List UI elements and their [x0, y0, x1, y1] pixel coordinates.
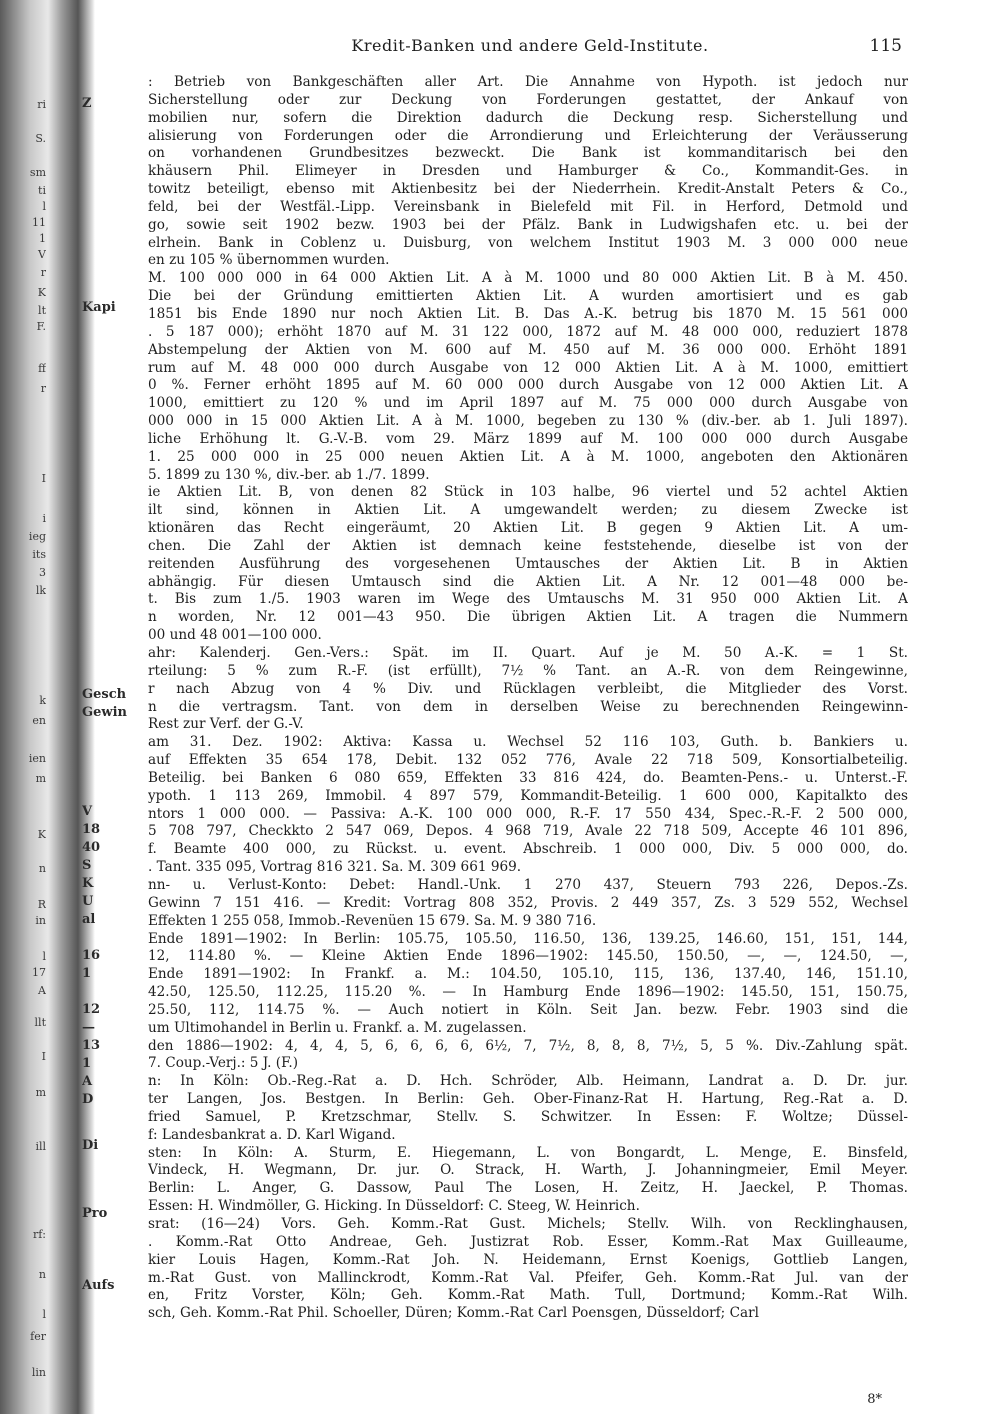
text-line: auf Effekten 35 654 178, Debit. 132 052 776, Avale 22 718 509, Konsortialbeteilig. [148, 752, 908, 769]
gutter-fragment: 18 [82, 822, 101, 837]
margin-fragment: rf: [32, 1228, 46, 1241]
text-line: ntors 1 000 000. — Passiva: A.-K. 100 000 000, R.-F. 17 550 434, Spec.-R.-F. 2 500 000, [148, 805, 908, 822]
text-line: n worden, Nr. 12 001—43 950. Die übrigen Aktien Lit. A tragen die Nummern [148, 609, 908, 626]
text-line: feld, bei der Westfäl.-Lipp. Vereinsbank in Bielefeld mit Fil. in Herford, Detmold und [148, 198, 908, 215]
gutter-fragment: K [82, 876, 94, 891]
margin-fragment: I [41, 1050, 46, 1063]
text-line: sten: In Köln: A. Sturm, E. Hiegemann, L. von Bongardt, L. Menge, E. Binsfeld, [148, 1144, 908, 1161]
text-line: 5 708 797, Checkkto 2 547 069, Depos. 4 968 719, Avale 22 718 509, Accepte 46 101 896, [148, 823, 908, 840]
gutter-fragment: 16 [82, 948, 101, 963]
text-line: en, Fritz Vorster, Köln; Geh. Komm.-Rat Math. Tull, Dortmund; Komm.-Rat Wilh. [148, 1287, 908, 1304]
margin-fragment: ti [38, 184, 46, 197]
text-line: Gewinn 7 151 416. — Kredit: Vortrag 808 352, Provis. 2 449 357, Zs. 3 529 552, Wechsel [148, 894, 908, 911]
text-line: n die vertragsm. Tant. von dem in derselben Weise zu berechnenden Reingewinn- [148, 698, 908, 715]
text-line: Berlin: L. Anger, G. Dassow, Paul The Losen, H. Zeitz, H. Jaeckel, P. Thomas. [148, 1180, 908, 1197]
text-line: ktionären das Recht eingeräumt, 20 Aktien Lit. B gegen 9 Aktien Lit. A um- [148, 520, 908, 537]
text-line: abhängig. Für diesen Umtausch sind die Aktien Lit. A Nr. 12 001—48 000 be- [148, 573, 908, 590]
margin-fragment: S. [35, 132, 46, 145]
text-line: 42.50, 125.50, 112.25, 115.20 %. — In Hamburg Ende 1896—1902: 145.50, 151, 150.75, [148, 984, 908, 1001]
gutter-fragment: al [82, 912, 96, 927]
text-line: Essen: H. Windmöller, G. Hicking. In Düsseldorf: C. Steeg, W. Heinrich. [148, 1198, 640, 1215]
text-line: 00 und 48 001—100 000. [148, 627, 322, 644]
text-line: um Ultimohandel in Berlin u. Frankf. a. M. zugelassen. [148, 1019, 527, 1036]
text-line: m.-Rat Gust. von Mallinckrodt, Komm.-Rat Val. Pfeifer, Geh. Komm.-Rat Jul. van der [148, 1269, 908, 1286]
margin-fragment: k [39, 694, 46, 707]
text-line: ypoth. 1 113 269, Immobil. 4 897 579, Kommandit-Beteilig. 1 600 000, Kapitalkto des [148, 787, 908, 804]
margin-fragment: llt [34, 1016, 46, 1029]
margin-fragment: 11 [32, 216, 46, 229]
gutter-fragment: U [82, 894, 94, 909]
gutter-fragment: 13 [82, 1038, 101, 1053]
text-line: 1. 25 000 000 in 25 000 neuen Aktien Lit. A à M. 1000, angeboten den Aktionären [148, 448, 908, 465]
text-line: liche Erhöhung lt. G.-V.-B. vom 29. März 1899 auf M. 100 000 000 durch Ausgabe [148, 430, 908, 447]
margin-fragment: ff [38, 362, 46, 375]
margin-fragment: ieg [28, 530, 46, 543]
text-line: en zu 105 % übernommen wurden. [148, 252, 390, 269]
gutter-fragment: V [82, 804, 93, 819]
text-line: on vorhandenen Grundbesitzes bezweckt. Die Bank ist kommanditarisch bei den [148, 145, 908, 162]
text-line: Ende 1891—1902: In Frankf. a. M.: 104.50, 105.10, 115, 136, 137.40, 146, 151.10, [148, 966, 908, 983]
text-line: n: In Köln: Ob.-Reg.-Rat a. D. Hch. Schröder, Alb. Heimann, Landrat a. D. Dr. jur. [148, 1073, 908, 1090]
margin-fragment: 1 [39, 232, 46, 245]
text-line: reitenden Ausführung des vorgesehenen Umtausches der Aktien Lit. B in Aktien [148, 555, 908, 572]
gutter-fragment: Z [82, 96, 92, 111]
text-line: Vindeck, H. Wegmann, Dr. jur. O. Strack, H. Warth, J. Johanningmeier, Emil Meyer. [148, 1162, 908, 1179]
margin-fragment: 3 [39, 566, 46, 579]
text-line: rum auf M. 48 000 000 durch Ausgabe von 12 000 Aktien Lit. A à M. 1000, emittiert [148, 359, 908, 376]
gutter-fragment: 40 [82, 840, 101, 855]
text-line: alisierung von Forderungen oder die Arrondierung und Erleichterung der Veräusserung [148, 127, 908, 144]
text-line: 25.50, 112, 114.75 %. — Auch notiert in Köln. Seit Jan. bezw. Febr. 1903 sind die [148, 1001, 908, 1018]
text-line: kier Louis Hagen, Komm.-Rat Joh. N. Heidemann, Ernst Koenigs, Gottlieb Langen, [148, 1251, 908, 1268]
margin-fragment: r [40, 266, 46, 279]
margin-fragment: F. [36, 320, 46, 333]
text-line: 1851 bis Ende 1890 nur noch Aktien Lit. B. Das A.-K. betrug bis 1870 M. 15 561 000 [148, 305, 908, 322]
text-line: sch, Geh. Komm.-Rat Phil. Schoeller, Düren; Komm.-Rat Carl Poensgen, Düsseldorf; Carl [148, 1305, 759, 1322]
text-line: den 1886—1902: 4, 4, 4, 5, 6, 6, 6, 6, 6½, 7, 7½, 8, 8, 8, 7½, 5, 5 %. Div.-Zahlung spät. [148, 1037, 908, 1054]
text-line: Sicherstellung oder zur Deckung von Forderungen gestattet, der Ankauf von [148, 91, 908, 108]
gutter-fragment: Gesch [82, 687, 127, 702]
gutter-fragment: 1 [82, 966, 92, 981]
gutter-fragment: S [82, 858, 92, 873]
margin-fragment: K [37, 286, 46, 299]
text-line: . 5 187 000); erhöht 1870 auf M. 31 122 000, 1872 auf M. 48 000 000, reduziert 1878 [148, 323, 908, 340]
gutter-fragment: 12 [82, 1002, 101, 1017]
text-line: 0 %. Ferner erhöht 1895 auf M. 60 000 000 durch Ausgabe von 12 000 Aktien Lit. A [148, 377, 908, 394]
margin-fragment: R [37, 898, 46, 911]
margin-fragment: lk [35, 584, 46, 597]
margin-fragment: ri [37, 98, 46, 111]
margin-fragment: fer [30, 1330, 46, 1343]
margin-fragment: l [42, 200, 46, 213]
margin-fragment: ien [28, 752, 46, 765]
gutter-fragment: D [82, 1092, 94, 1107]
text-line: 1000, emittiert zu 120 % und im April 1897 auf M. 75 000 000 durch Ausgabe von [148, 395, 908, 412]
running-head: Kredit-Banken und andere Geld-Institute. [351, 36, 709, 55]
text-line: Beteilig. bei Banken 6 080 659, Effekten 33 816 424, do. Beamten-Pens.- u. Unterst.-F. [148, 769, 908, 786]
margin-fragment: sm [29, 166, 46, 179]
text-line: fried Samuel, P. Kretzschmar, Stellv. S. Schwitzer. In Essen: F. Woltze; Düssel- [148, 1108, 908, 1125]
text-line: Ende 1891—1902: In Berlin: 105.75, 105.50, 116.50, 136, 139.25, 146.60, 151, 151, 144, [148, 930, 908, 947]
margin-fragment: ill [35, 1140, 46, 1153]
text-line: r nach Abzug von 4 % Div. und Rücklagen verbleibt, die Mitglieder des Vorst. [148, 680, 908, 697]
gutter-fragment: A [82, 1074, 93, 1089]
margin-fragment: in [35, 914, 46, 927]
margin-fragment: i [42, 512, 46, 525]
text-line: Rest zur Verf. der G.-V. [148, 716, 304, 733]
gutter-fragment: Aufs [82, 1278, 115, 1293]
text-line: 000 000 in 15 000 Aktien Lit. A à M. 1000, begeben zu 130 % (div.-ber. ab 1. Juli 1897). [148, 413, 908, 430]
gutter-fragment: Di [82, 1138, 99, 1153]
margin-fragment: m [35, 772, 46, 785]
gutter-fragment: 1 [82, 1056, 92, 1071]
text-line: M. 100 000 000 in 64 000 Aktien Lit. A à M. 1000 und 80 000 Aktien Lit. B à M. 450. [148, 270, 908, 287]
margin-fragment: en [32, 714, 46, 727]
text-line: f: Landesbankrat a. D. Karl Wigand. [148, 1126, 396, 1143]
margin-fragment: A [38, 984, 46, 997]
text-line: . Tant. 335 095, Vortrag 816 321. Sa. M. 309 661 969. [148, 859, 522, 876]
gutter-fragment: — [82, 1020, 95, 1035]
margin-fragment: m [35, 1086, 46, 1099]
text-line: nn- u. Verlust-Konto: Debet: Handl.-Unk. 1 270 437, Steuern 793 226, Depos.-Zs. [148, 876, 908, 893]
gutter-fragment: Pro [82, 1206, 108, 1221]
margin-fragment: r [40, 382, 46, 395]
gutter-fragment: Gewin [82, 705, 127, 720]
text-line: ie Aktien Lit. B, von denen 82 Stück in 103 halbe, 96 viertel und 52 achtel Aktien [148, 484, 908, 501]
text-line: Abstempelung der Aktien von M. 600 auf M. 450 auf M. 36 000 000. Erhöht 1891 [148, 341, 908, 358]
text-line: towitz beteiligt, ebenso mit Aktienbesitz bei der Niederrhein. Kredit-Anstalt Peters & Co., [148, 181, 908, 198]
margin-fragment: 17 [32, 966, 46, 979]
margin-fragment: l [42, 950, 46, 963]
text-line: go, sowie seit 1902 bezw. 1903 bei der Pfälz. Bank in Ludwigshafen etc. u. bei der [148, 216, 908, 233]
text-line: . Komm.-Rat Otto Andreae, Geh. Justizrat Rob. Esser, Komm.-Rat Max Guilleaume, [148, 1233, 908, 1250]
text-line: t. Bis zum 1./5. 1903 waren im Wege des Umtauschs M. 31 950 000 Aktien Lit. A [148, 591, 908, 608]
text-line: am 31. Dez. 1902: Aktiva: Kassa u. Wechsel 52 116 103, Guth. b. Bankiers u. [148, 734, 908, 751]
margin-fragment: I [41, 472, 46, 485]
text-line: Die bei der Gründung emittierten Aktien Lit. A wurden amortisiert und es gab [148, 288, 908, 305]
text-line: mobilien nur, sofern die Direktion dadurch die Deckung resp. Sicherstellung und [148, 109, 908, 126]
page-number: 115 [869, 36, 902, 56]
text-line: ilt sind, können in Aktien Lit. A umgewandelt werden; zu diesem Zwecke ist [148, 502, 908, 519]
text-line: khäusern Phil. Elimeyer in Dresden und Hamburger & Co., Kommandit-Ges. in [148, 163, 908, 180]
margin-fragment: lt [38, 304, 46, 317]
margin-fragment: n [38, 862, 46, 875]
signature-mark: 8* [867, 1392, 882, 1407]
text-line: Effekten 1 255 058, Immob.-Revenüen 15 679. Sa. M. 9 380 716. [148, 912, 597, 929]
margin-fragment: its [32, 548, 46, 561]
margin-fragment: lin [31, 1366, 46, 1379]
text-line: 7. Coup.-Verj.: 5 J. (F.) [148, 1055, 299, 1072]
margin-fragment: K [37, 828, 46, 841]
gutter-fragment: Kapi [82, 300, 116, 315]
text-line: rteilung: 5 % zum R.-F. (ist erfüllt), 7½ % Tant. an A.-R. von dem Reingewinne, [148, 662, 908, 679]
text-line: srat: (16—24) Vors. Geh. Komm.-Rat Gust. Michels; Stellv. Wilh. von Recklinghausen, [148, 1216, 908, 1232]
text-line: elrhein. Bank in Coblenz u. Duisburg, von welchem Institut 1903 M. 3 000 000 neue [148, 234, 908, 251]
text-line: ahr: Kalenderj. Gen.-Vers.: Spät. im II. Quart. Auf je M. 50 A.-K. = 1 St. [148, 645, 908, 661]
body-text [148, 74, 908, 1323]
page-header [150, 36, 910, 60]
text-line: ter Langen, Jos. Bestgen. In Berlin: Geh. Ober-Finanz-Rat H. Hartung, Reg.-Rat a. D. [148, 1091, 908, 1108]
text-line: : Betrieb von Bankgeschäften aller Art. Die Annahme von Hypoth. ist jedoch nur [148, 74, 908, 90]
text-line: chen. Die Zahl der Aktien ist demnach keine feststehende, dieselbe ist von der [148, 537, 908, 554]
text-line: 12, 114.80 %. — Kleine Aktien Ende 1896—1902: 145.50, 150.50, —, —, 124.50, —, [148, 948, 908, 965]
text-line: f. Beamte 400 000, zu Rückst. u. event. Abschreib. 1 000 000, Div. 5 000 000, do. [148, 841, 908, 858]
margin-fragment: l [42, 1308, 46, 1321]
text-line: 5. 1899 zu 130 %, div.-ber. ab 1./7. 1899. [148, 466, 430, 483]
margin-fragment: V [38, 248, 46, 261]
margin-fragment: n [38, 1268, 46, 1281]
